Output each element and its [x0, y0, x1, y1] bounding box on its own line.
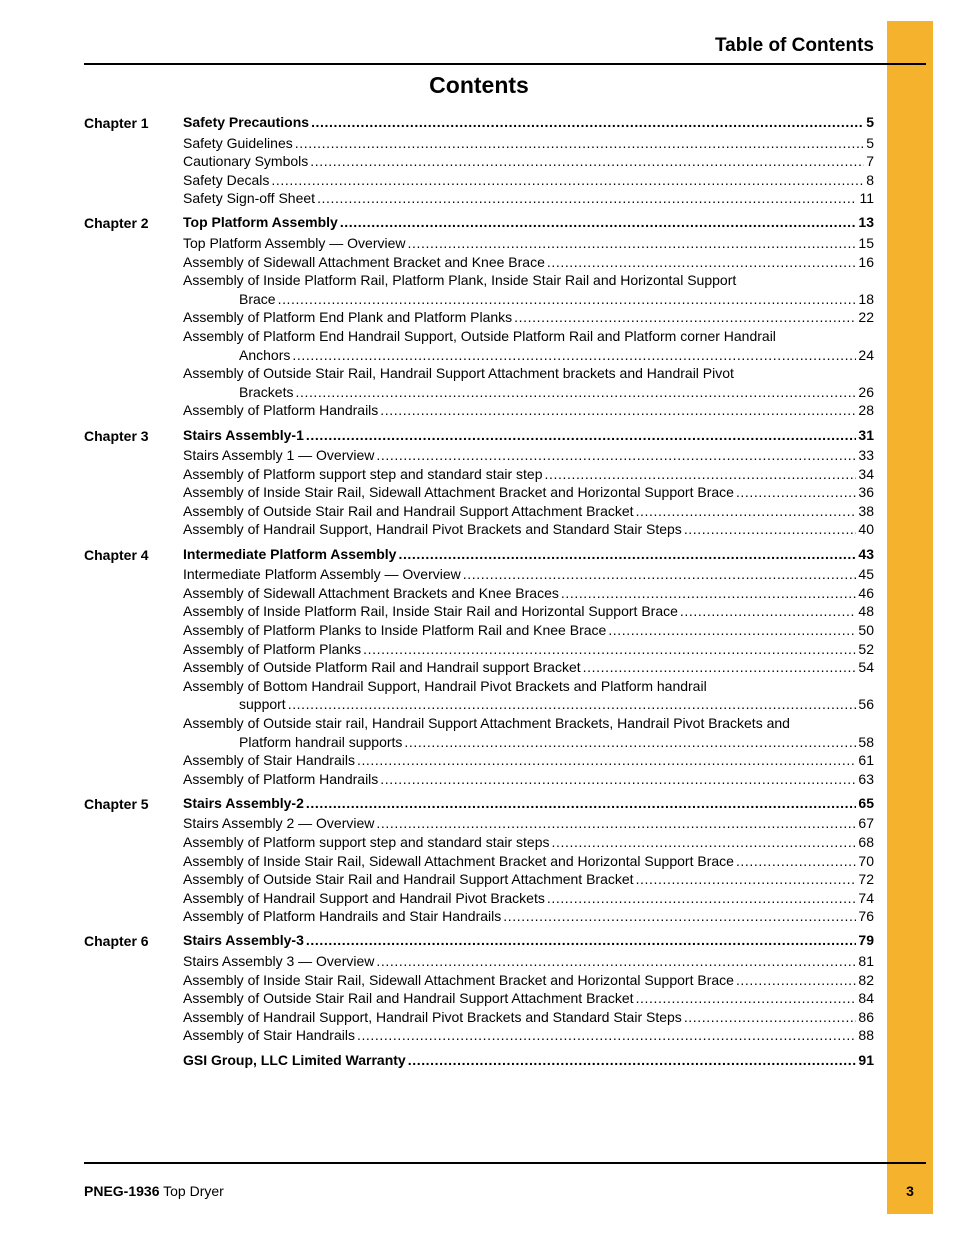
dot-leader — [684, 520, 857, 539]
toc-entry[interactable] — [183, 234, 874, 253]
chapter-title-link-page: 5 — [866, 114, 874, 130]
chapter-label: Chapter 6 — [84, 933, 149, 950]
toc-entry-page: 48 — [858, 603, 874, 620]
header-rule — [84, 63, 926, 65]
toc-entry-page: 18 — [858, 290, 874, 307]
chapter-title-link-page: 65 — [858, 794, 874, 811]
toc-entry-text: Assembly of Platform support step and standard stair step — [183, 465, 543, 482]
toc-entry[interactable] — [183, 401, 874, 420]
dot-leader — [376, 446, 856, 465]
toc-entry-page: 5 — [866, 134, 874, 151]
toc-entry[interactable] — [183, 346, 874, 365]
toc-entry-text: Safety Guidelines — [183, 134, 293, 151]
toc-entry-text: Intermediate Platform Assembly — Overview — [183, 566, 461, 583]
toc-entry-page: 82 — [858, 971, 874, 988]
dot-leader — [340, 213, 857, 232]
toc-entry-page: 70 — [858, 852, 874, 869]
table-of-contents — [84, 113, 874, 1071]
toc-entry-page: 26 — [858, 383, 874, 400]
toc-entry[interactable] — [183, 695, 874, 714]
dot-leader — [736, 971, 856, 990]
toc-entry-text: Assembly of Handrail Support and Handrail Pivot Brackets — [183, 889, 545, 906]
chapter-title-link[interactable] — [183, 545, 874, 564]
dot-leader — [376, 814, 856, 833]
toc-entry-text: Assembly of Platform End Plank and Platform Planks — [183, 309, 513, 326]
chapter-title-link[interactable] — [183, 113, 874, 132]
dot-leader — [684, 1008, 857, 1027]
toc-entry-page: 86 — [858, 1008, 874, 1025]
chapter-entries — [183, 113, 874, 208]
toc-entry[interactable] — [183, 189, 874, 208]
chapter-title-link-text: Top Platform Assembly — [183, 214, 338, 231]
toc-entry[interactable] — [183, 1026, 874, 1045]
toc-entry-text: Anchors — [239, 346, 291, 363]
chapter-block — [84, 213, 874, 420]
dot-leader — [306, 931, 857, 950]
toc-entry-page: 50 — [858, 621, 874, 638]
toc-entry[interactable] — [183, 446, 874, 465]
toc-entry-text-line1[interactable]: Assembly of Outside stair rail, Handrail Support Attachment Brackets, Handrail Pivot Brackets and — [183, 714, 790, 731]
toc-entry-page: 11 — [859, 190, 874, 207]
toc-entry[interactable] — [183, 171, 874, 190]
dot-leader — [317, 189, 857, 208]
toc-entry-text-line1[interactable]: Assembly of Inside Platform Rail, Platform Plank, Inside Stair Rail and Horizontal Support — [183, 272, 737, 289]
dot-leader — [545, 465, 857, 484]
dot-leader — [376, 952, 856, 971]
page-title: Contents — [429, 72, 529, 98]
toc-entry-page: 88 — [858, 1027, 874, 1044]
toc-entry-text: Safety Decals — [183, 171, 270, 188]
toc-entry-text: Assembly of Platform Planks — [183, 640, 362, 657]
chapter-entries — [183, 545, 874, 789]
toc-entry-page: 28 — [858, 402, 874, 419]
toc-entry[interactable] — [183, 889, 874, 908]
footer-rule — [84, 1162, 926, 1164]
toc-entry-text: Platform handrail supports — [239, 733, 403, 750]
warranty-link-page: 91 — [858, 1051, 874, 1068]
toc-entry-page: 46 — [858, 584, 874, 601]
toc-entry-text: Assembly of Platform Handrails — [183, 770, 379, 787]
toc-entry[interactable] — [183, 502, 874, 521]
chapter-title-link-page: 31 — [858, 426, 874, 443]
toc-entry-text: Assembly of Platform Planks to Inside Platform Rail and Knee Brace — [183, 621, 607, 638]
toc-entry[interactable] — [183, 852, 874, 871]
toc-entry-text: Brackets — [239, 383, 294, 400]
dot-leader — [636, 989, 857, 1008]
toc-entry-text: Assembly of Sidewall Attachment Bracket and Knee Brace — [183, 253, 545, 270]
dot-leader — [310, 152, 864, 171]
dot-leader — [357, 751, 856, 770]
toc-entry[interactable] — [183, 253, 874, 272]
chapter-title-link[interactable] — [183, 426, 874, 445]
toc-entry-text: support — [239, 696, 286, 713]
toc-entry-text-line1[interactable]: Assembly of Platform End Handrail Support, Outside Platform Rail and Platform corner Handrail — [183, 328, 776, 345]
dot-leader — [295, 383, 856, 402]
toc-entry[interactable] — [183, 833, 874, 852]
toc-entry-page: 61 — [858, 752, 874, 769]
toc-entry[interactable] — [183, 814, 874, 833]
toc-entry-page: 72 — [858, 871, 874, 888]
toc-entry-text: Assembly of Platform Handrails and Stair Handrails — [183, 908, 502, 925]
chapter-title-link-text: Intermediate Platform Assembly — [183, 545, 397, 562]
toc-entry-text: Assembly of Platform Handrails — [183, 402, 379, 419]
toc-entry[interactable] — [183, 584, 874, 603]
toc-entry-text: Assembly of Outside Stair Rail and Handrail Support Attachment Bracket — [183, 990, 634, 1007]
chapter-title-link-page: 13 — [858, 214, 874, 231]
toc-entry[interactable] — [183, 733, 874, 752]
dot-leader — [408, 234, 857, 253]
toc-entry-text: Assembly of Platform support step and standard stair steps — [183, 833, 550, 850]
chapter-block — [84, 931, 874, 1045]
dot-leader — [398, 545, 856, 564]
toc-entry-page: 52 — [858, 640, 874, 657]
toc-entry-page: 36 — [858, 484, 874, 501]
toc-entry-text: Assembly of Stair Handrails — [183, 1027, 355, 1044]
chapter-label: Chapter 2 — [84, 215, 149, 232]
dot-leader — [561, 584, 857, 603]
toc-entry-page: 84 — [858, 990, 874, 1007]
dot-leader — [608, 621, 856, 640]
dot-leader — [380, 770, 856, 789]
chapter-block — [84, 113, 874, 208]
toc-entry[interactable] — [183, 520, 874, 539]
toc-entry[interactable] — [183, 290, 874, 309]
chapter-title-link-text: Stairs Assembly-3 — [183, 932, 304, 949]
chapter-title-link-page: 79 — [858, 932, 874, 949]
toc-entry-page: 8 — [866, 171, 874, 188]
toc-entry[interactable] — [183, 640, 874, 659]
chapter-label: Chapter 4 — [84, 546, 149, 563]
toc-entry-page: 58 — [858, 733, 874, 750]
toc-entry-page: 22 — [858, 309, 874, 326]
dot-leader — [295, 134, 864, 153]
chapter-title-link-text: Stairs Assembly-1 — [183, 426, 304, 443]
toc-entry[interactable] — [183, 870, 874, 889]
toc-entry[interactable] — [183, 971, 874, 990]
toc-entry-text: Assembly of Handrail Support, Handrail Pivot Brackets and Standard Stair Steps — [183, 1008, 682, 1025]
dot-leader — [306, 794, 857, 813]
toc-entry-page: 56 — [858, 696, 874, 713]
toc-entry-text: Assembly of Inside Stair Rail, Sidewall Attachment Bracket and Horizontal Support Brace — [183, 484, 734, 501]
toc-entry-text: Assembly of Outside Stair Rail and Handrail Support Attachment Bracket — [183, 502, 634, 519]
toc-entry[interactable] — [183, 658, 874, 677]
dot-leader — [583, 658, 857, 677]
dot-leader — [680, 602, 857, 621]
toc-entry[interactable] — [183, 383, 874, 402]
toc-entry-page: 67 — [858, 815, 874, 832]
dot-leader — [636, 502, 857, 521]
chapter-entries — [183, 931, 874, 1045]
toc-entry[interactable] — [183, 308, 874, 327]
dot-leader — [288, 695, 857, 714]
toc-entry-page: 63 — [858, 770, 874, 787]
dot-leader — [306, 426, 857, 445]
toc-entry[interactable] — [183, 621, 874, 640]
toc-entry-text: Assembly of Outside Stair Rail and Handrail Support Attachment Bracket — [183, 871, 634, 888]
toc-entry-page: 15 — [858, 235, 874, 252]
toc-entry-page: 33 — [858, 447, 874, 464]
chapter-title-link[interactable] — [183, 931, 874, 950]
toc-entry[interactable] — [183, 989, 874, 1008]
toc-entry-text: Assembly of Inside Platform Rail, Inside Stair Rail and Horizontal Support Brace — [183, 603, 678, 620]
toc-entry-page: 76 — [858, 908, 874, 925]
toc-entry[interactable] — [183, 751, 874, 770]
toc-entry[interactable] — [183, 134, 874, 153]
warranty-link-text: GSI Group, LLC Limited Warranty — [183, 1051, 406, 1068]
toc-entry-page: 7 — [866, 153, 874, 170]
dot-leader — [278, 290, 857, 309]
toc-entry-text: Stairs Assembly 2 — Overview — [183, 815, 375, 832]
toc-entry-page: 38 — [858, 502, 874, 519]
toc-entry-page: 54 — [858, 659, 874, 676]
toc-entry-text: Assembly of Stair Handrails — [183, 752, 355, 769]
toc-entry[interactable] — [183, 483, 874, 502]
toc-entry-text-line1[interactable]: Assembly of Bottom Handrail Support, Handrail Pivot Brackets and Platform handrail — [183, 677, 707, 694]
toc-entry-text: Top Platform Assembly — Overview — [183, 235, 406, 252]
chapter-label: Chapter 3 — [84, 427, 149, 444]
chapter-title-link-page: 43 — [858, 545, 874, 562]
dot-leader — [503, 907, 856, 926]
toc-entry-text: Safety Sign-off Sheet — [183, 190, 316, 207]
dot-leader — [404, 733, 856, 752]
dot-leader — [547, 889, 857, 908]
chapter-entries — [183, 426, 874, 540]
document-name: Top Dryer — [163, 1183, 224, 1199]
toc-entry-page: 16 — [858, 253, 874, 270]
chapter-block — [84, 545, 874, 789]
header-title: Table of Contents — [714, 35, 874, 56]
toc-entry-text: Cautionary Symbols — [183, 153, 309, 170]
dot-leader — [380, 401, 856, 420]
dot-leader — [736, 483, 856, 502]
toc-entry[interactable] — [183, 907, 874, 926]
toc-entry-page: 74 — [858, 889, 874, 906]
footer-document-title — [84, 1183, 224, 1199]
chapter-title-link[interactable] — [183, 213, 874, 232]
dot-leader — [514, 308, 856, 327]
toc-entry-page: 45 — [858, 566, 874, 583]
toc-entry-page: 24 — [858, 346, 874, 363]
chapter-entries — [183, 213, 874, 420]
toc-entry[interactable] — [183, 952, 874, 971]
toc-entry-text: Assembly of Inside Stair Rail, Sidewall Attachment Bracket and Horizontal Support Brace — [183, 971, 734, 988]
chapter-entries — [183, 794, 874, 926]
chapter-label: Chapter 1 — [84, 115, 149, 131]
side-tab — [887, 21, 933, 1214]
dot-leader — [636, 870, 857, 889]
toc-entry-page: 68 — [858, 833, 874, 850]
toc-entry[interactable] — [183, 565, 874, 584]
toc-entry-text: Assembly of Handrail Support, Handrail Pivot Brackets and Standard Stair Steps — [183, 521, 682, 538]
dot-leader — [736, 852, 856, 871]
dot-leader — [363, 640, 856, 659]
warranty-link[interactable] — [183, 1051, 874, 1070]
chapter-block — [84, 426, 874, 540]
dot-leader — [311, 113, 864, 132]
toc-entry-text-line1[interactable]: Assembly of Outside Stair Rail, Handrail Support Attachment brackets and Handrail Pivot — [183, 365, 734, 382]
toc-entry-text: Stairs Assembly 1 — Overview — [183, 447, 375, 464]
toc-entry-text: Brace — [239, 290, 276, 307]
toc-entry[interactable] — [183, 152, 874, 171]
dot-leader — [552, 833, 857, 852]
chapter-title-link-text: Safety Precautions — [183, 114, 310, 130]
dot-leader — [408, 1051, 857, 1070]
dot-leader — [547, 253, 857, 272]
chapter-block — [84, 794, 874, 926]
toc-entry-text: Assembly of Inside Stair Rail, Sidewall Attachment Bracket and Horizontal Support Brace — [183, 852, 734, 869]
toc-entry[interactable] — [183, 602, 874, 621]
toc-entry-page: 34 — [858, 465, 874, 482]
dot-leader — [292, 346, 856, 365]
toc-entry[interactable] — [183, 770, 874, 789]
chapter-title-link-text: Stairs Assembly-2 — [183, 794, 304, 811]
toc-entry-text: Assembly of Outside Platform Rail and Handrail support Bracket — [183, 659, 581, 676]
dot-leader — [271, 171, 864, 190]
document-code: PNEG-1936 — [84, 1183, 160, 1199]
toc-entry-text: Stairs Assembly 3 — Overview — [183, 953, 375, 970]
page-number: 3 — [906, 1183, 914, 1199]
chapter-label: Chapter 5 — [84, 795, 149, 812]
toc-entry-text: Assembly of Sidewall Attachment Brackets and Knee Braces — [183, 584, 559, 601]
toc-entry[interactable] — [183, 465, 874, 484]
chapter-title-link[interactable] — [183, 794, 874, 813]
toc-entry-page: 40 — [858, 521, 874, 538]
toc-entry[interactable] — [183, 1008, 874, 1027]
toc-entry-page: 81 — [858, 953, 874, 970]
dot-leader — [463, 565, 857, 584]
dot-leader — [357, 1026, 856, 1045]
